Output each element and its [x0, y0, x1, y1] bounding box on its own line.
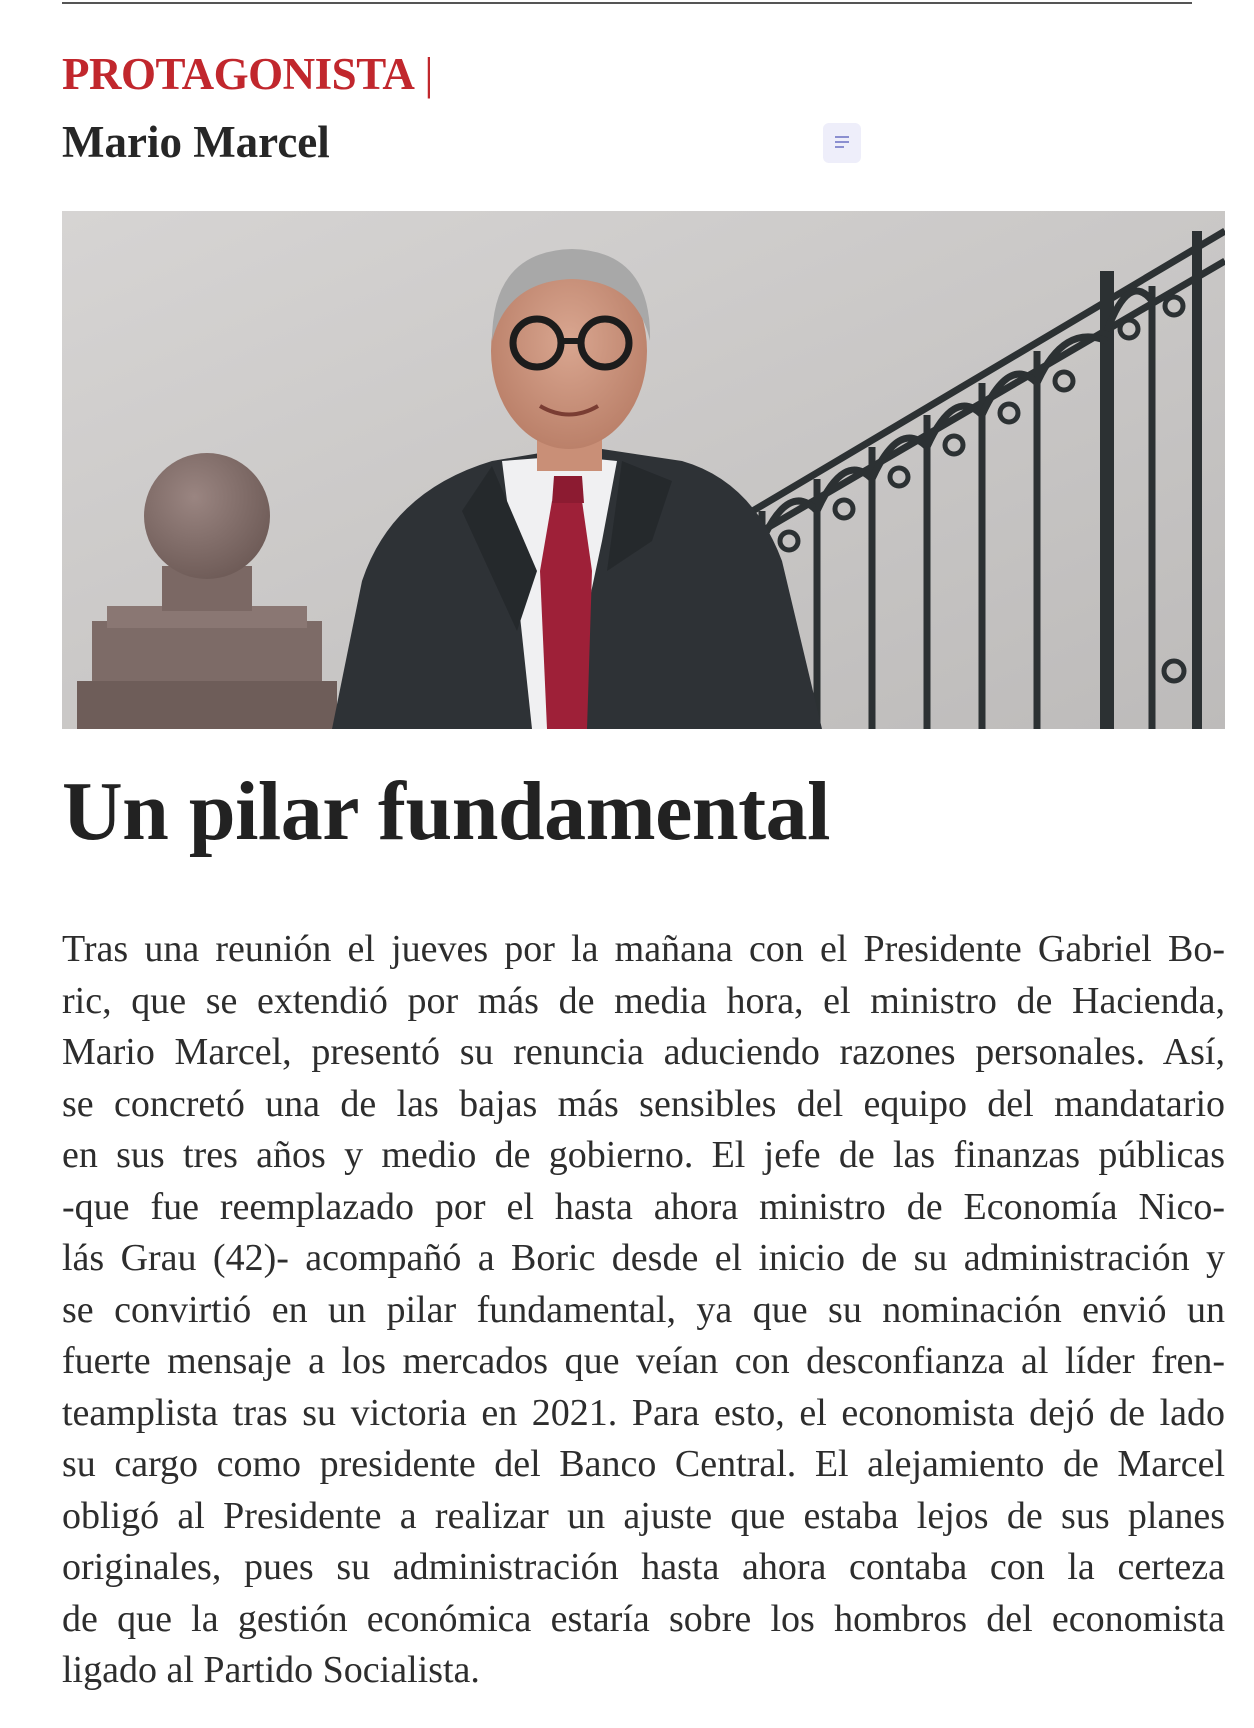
body-line: se convirtió en un pilar fundamental, ya que su nominación envió un: [62, 1288, 1225, 1331]
kicker-label: PROTAGONISTA: [62, 49, 415, 99]
body-line: su cargo como presidente del Banco Central. El alejamiento de Marcel: [62, 1443, 1225, 1485]
section-kicker: [62, 44, 433, 104]
body-line: se concretó una de las bajas más sensibles del equipo del mandatario: [62, 1082, 1225, 1125]
body-line: en sus tres años y medio de gobierno. El jefe de las finanzas públicas: [62, 1134, 1225, 1176]
body-line: -que fue reemplazado por el hasta ahora ministro de Economía Nico-: [62, 1185, 1225, 1228]
body-line: originales, pues su administración hasta ahora contaba con la certeza: [62, 1546, 1225, 1588]
body-line: Tras una reunión el jueves por la mañana con el Presidente Gabriel Bo-: [62, 928, 1225, 970]
body-line: ligado al Partido Socialista.: [62, 1649, 480, 1691]
body-line: lás Grau (42)- acompañó a Boric desde el inicio de su administración y: [62, 1237, 1225, 1279]
article-body: [62, 924, 1225, 1697]
protagonist-name: Mario Marcel: [62, 117, 330, 167]
body-line: obligó al Presidente a realizar un ajuste que estaba lejos de sus planes: [62, 1494, 1225, 1537]
body-line: Mario Marcel, presentó su renuncia aduciendo razones personales. Así,: [62, 1031, 1225, 1073]
portrait-photo: [62, 211, 1225, 729]
kicker-separator: |: [424, 49, 433, 99]
top-rule: [62, 2, 1192, 4]
body-line: ric, que se extendió por más de media hora, el ministro de Hacienda,: [62, 979, 1225, 1022]
notes-icon[interactable]: [823, 123, 861, 163]
article-headline: Un pilar fundamental: [62, 765, 830, 858]
body-line: de que la gestión económica estaría sobre los hombros del economista: [62, 1597, 1225, 1640]
body-line: fuerte mensaje a los mercados que veían con desconfianza al líder fren-: [62, 1340, 1225, 1382]
body-line: teamplista tras su victoria en 2021. Para esto, el economista dejó de lado: [62, 1391, 1225, 1434]
